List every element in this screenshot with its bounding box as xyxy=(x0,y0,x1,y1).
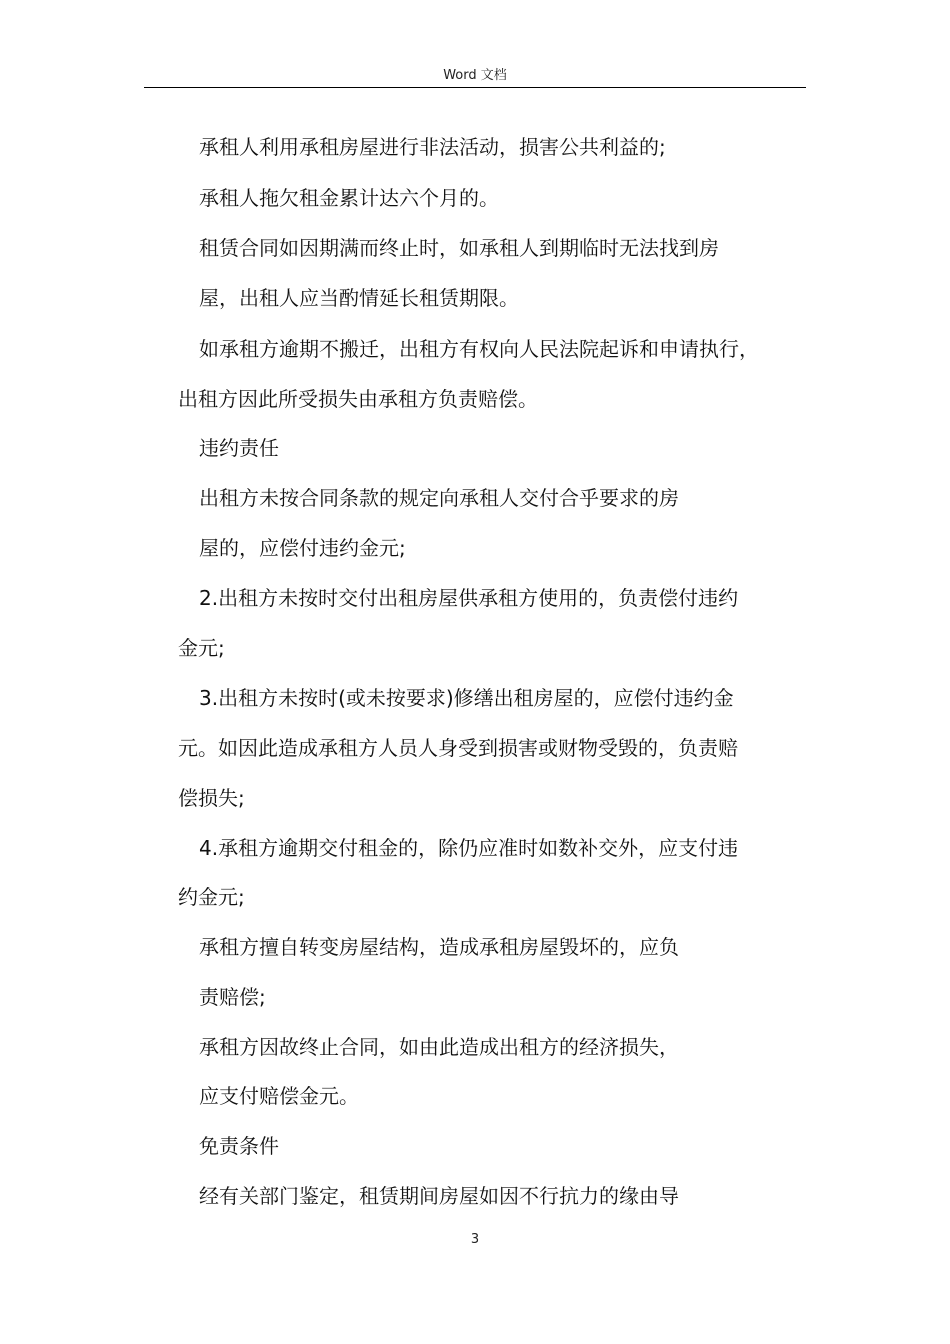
paragraph-line: 金元; xyxy=(178,636,225,660)
paragraph-line: 承租人利用承租房屋进行非法活动，损害公共利益的; xyxy=(199,135,666,159)
paragraph-line: 2.出租方未按时交付出租房屋供承租方使用的，负责偿付违约 xyxy=(199,586,739,610)
paragraph-line: 屋，出租人应当酌情延长租赁期限。 xyxy=(199,286,519,310)
paragraph-line: 出租方因此所受损失由承租方负责赔偿。 xyxy=(178,387,538,411)
page-header: Word 文档 xyxy=(443,68,507,83)
paragraph-line: 承租方擅自转变房屋结构，造成承租房屋毁坏的，应负 xyxy=(199,935,679,959)
section-heading: 免责条件 xyxy=(199,1134,279,1158)
paragraph-line: 约金元; xyxy=(178,885,245,909)
paragraph-line: 应支付赔偿金元。 xyxy=(199,1084,359,1108)
paragraph-line: 租赁合同如因期满而终止时，如承租人到期临时无法找到房 xyxy=(199,236,719,260)
paragraph-line: 如承租方逾期不搬迁，出租方有权向人民法院起诉和申请执行， xyxy=(199,337,759,361)
paragraph-line: 偿损失; xyxy=(178,786,245,810)
page-number: 3 xyxy=(470,1232,480,1247)
paragraph-line: 3.出租方未按时(或未按要求)修缮出租房屋的，应偿付违约金 xyxy=(199,686,734,710)
paragraph-line: 承租人拖欠租金累计达六个月的。 xyxy=(199,186,499,210)
paragraph-line: 4.承租方逾期交付租金的，除仍应准时如数补交外，应支付违 xyxy=(199,836,739,860)
paragraph-line: 元。如因此造成承租方人员人身受到损害或财物受毁的，负责赔 xyxy=(178,736,738,760)
paragraph-line: 责赔偿; xyxy=(199,985,266,1009)
paragraph-line: 出租方未按合同条款的规定向承租人交付合乎要求的房 xyxy=(199,486,679,510)
paragraph-line: 屋的，应偿付违约金元; xyxy=(199,536,406,560)
section-heading: 违约责任 xyxy=(199,436,279,460)
paragraph-line: 经有关部门鉴定，租赁期间房屋如因不行抗力的缘由导 xyxy=(199,1184,679,1208)
paragraph-line: 承租方因故终止合同，如由此造成出租方的经济损失， xyxy=(199,1035,679,1059)
